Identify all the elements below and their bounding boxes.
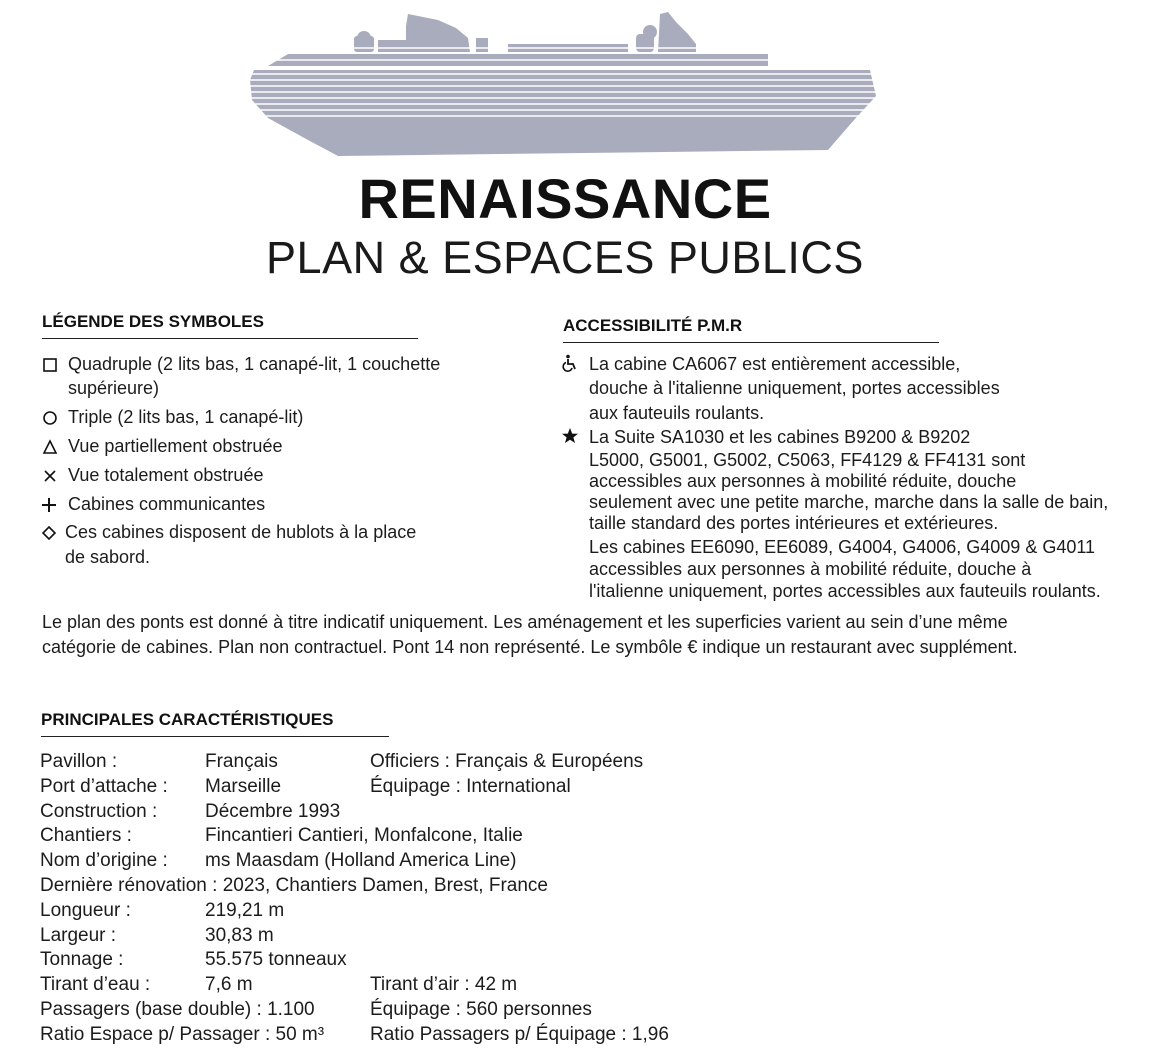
- spec-secondary: Équipage : International: [370, 775, 571, 797]
- spec-label: Passagers (base double) : 1.100: [40, 999, 315, 1020]
- square-icon: [42, 357, 60, 375]
- spec-label: Pavillon :: [40, 751, 118, 772]
- spec-value: Fincantieri Cantieri, Monfalcone, Italie: [205, 825, 523, 847]
- spec-secondary: Tirant d’air : 42 m: [370, 974, 518, 996]
- spec-value: Décembre 1993: [205, 800, 341, 822]
- legend-item-label: Quadruple (2 lits bas, 1 canapé-lit, 1 couchette: [68, 354, 441, 374]
- accessibility-heading: ACCESSIBILITÉ P.M.R: [563, 316, 939, 343]
- legend-item-label: de sabord.: [65, 547, 151, 567]
- spec-value: 30,83 m: [205, 924, 274, 946]
- spec-label: Dernière rénovation : 2023, Chantiers Damen, Brest, France: [40, 875, 548, 896]
- spec-label: Nom d’origine :: [40, 850, 168, 872]
- disclaimer-text: Le plan des ponts est donné à titre indicatif uniquement. Les aménagement et les superficies varient au sein d’une même: [42, 612, 1008, 632]
- spec-label: Tonnage :: [40, 949, 124, 971]
- accessibility-text: La cabine CA6067 est entièrement accessible,: [589, 354, 961, 374]
- plus-icon: [40, 496, 58, 514]
- accessibility-text: taille standard des portes intérieures et extérieures.: [589, 513, 999, 533]
- spec-label: Longueur :: [40, 899, 131, 921]
- accessibility-text: douche à l'italienne uniquement, portes accessibles: [589, 378, 1000, 398]
- legend-heading: LÉGENDE DES SYMBOLES: [42, 312, 418, 339]
- spec-value: 55.575 tonneaux: [205, 949, 347, 971]
- accessibility-text: seulement avec une petite marche, marche dans la salle de bain,: [589, 492, 1109, 512]
- accessibility-text: Les cabines EE6090, EE6089, G4004, G4006, G4009 & G4011: [589, 537, 1096, 557]
- x-icon: [42, 468, 60, 486]
- accessibility-text: La Suite SA1030 et les cabines B9200 & B9202: [589, 427, 971, 447]
- spec-label: Largeur :: [40, 924, 117, 946]
- accessibility-text: l'italienne uniquement, portes accessibles aux fauteuils roulants.: [589, 581, 1101, 601]
- spec-label: Chantiers :: [40, 825, 132, 847]
- page-subtitle: PLAN & ESPACES PUBLICS: [266, 232, 864, 283]
- accessibility-text: L5000, G5001, G5002, C5063, FF4129 & FF4131 sont: [589, 450, 1026, 470]
- spec-label: Port d’attache :: [40, 775, 168, 797]
- legend-item-label: Vue totalement obstruée: [68, 465, 264, 485]
- spec-value: 7,6 m: [205, 974, 253, 996]
- spec-label: Construction :: [40, 800, 158, 822]
- page-title: RENAISSANCE: [358, 167, 772, 230]
- spec-label: Ratio Espace p/ Passager : 50 m³: [40, 1023, 325, 1045]
- spec-value: Français: [205, 751, 278, 772]
- legend-item-label: Vue partiellement obstruée: [68, 436, 283, 456]
- spec-value: ms Maasdam (Holland America Line): [205, 850, 517, 872]
- spec-secondary: Équipage : 560 personnes: [370, 999, 592, 1020]
- specs-heading: PRINCIPALES CARACTÉRISTIQUES: [41, 710, 389, 737]
- circle-icon: [42, 410, 60, 428]
- spec-secondary: Ratio Passagers p/ Équipage : 1,96: [370, 1023, 669, 1045]
- star-icon: [561, 427, 579, 445]
- accessibility-text: accessibles aux personnes à mobilité réduite, douche: [589, 471, 1017, 491]
- spec-value: 219,21 m: [205, 899, 285, 921]
- ship-silhouette-image: [248, 8, 878, 163]
- accessibility-text: accessibles aux personnes à mobilité réduite, douche à: [589, 559, 1032, 579]
- spec-secondary: Officiers : Français & Européens: [370, 751, 644, 772]
- legend-item-label: Ces cabines disposent de hublots à la place: [65, 522, 417, 542]
- triangle-icon: [42, 439, 60, 457]
- legend-item-label: Triple (2 lits bas, 1 canapé-lit): [68, 407, 304, 427]
- spec-value: Marseille: [205, 775, 282, 797]
- wheelchair-icon: [561, 354, 579, 372]
- spec-label: Tirant d’eau :: [40, 974, 151, 996]
- disclaimer-text: catégorie de cabines. Plan non contractuel. Pont 14 non représenté. Le symbôle € indique un restaurant avec supplément.: [42, 637, 1018, 657]
- diamond-icon: [41, 525, 59, 543]
- legend-item-label: supérieure): [68, 378, 160, 398]
- legend-item-label: Cabines communicantes: [68, 494, 266, 514]
- accessibility-text: aux fauteuils roulants.: [589, 403, 765, 423]
